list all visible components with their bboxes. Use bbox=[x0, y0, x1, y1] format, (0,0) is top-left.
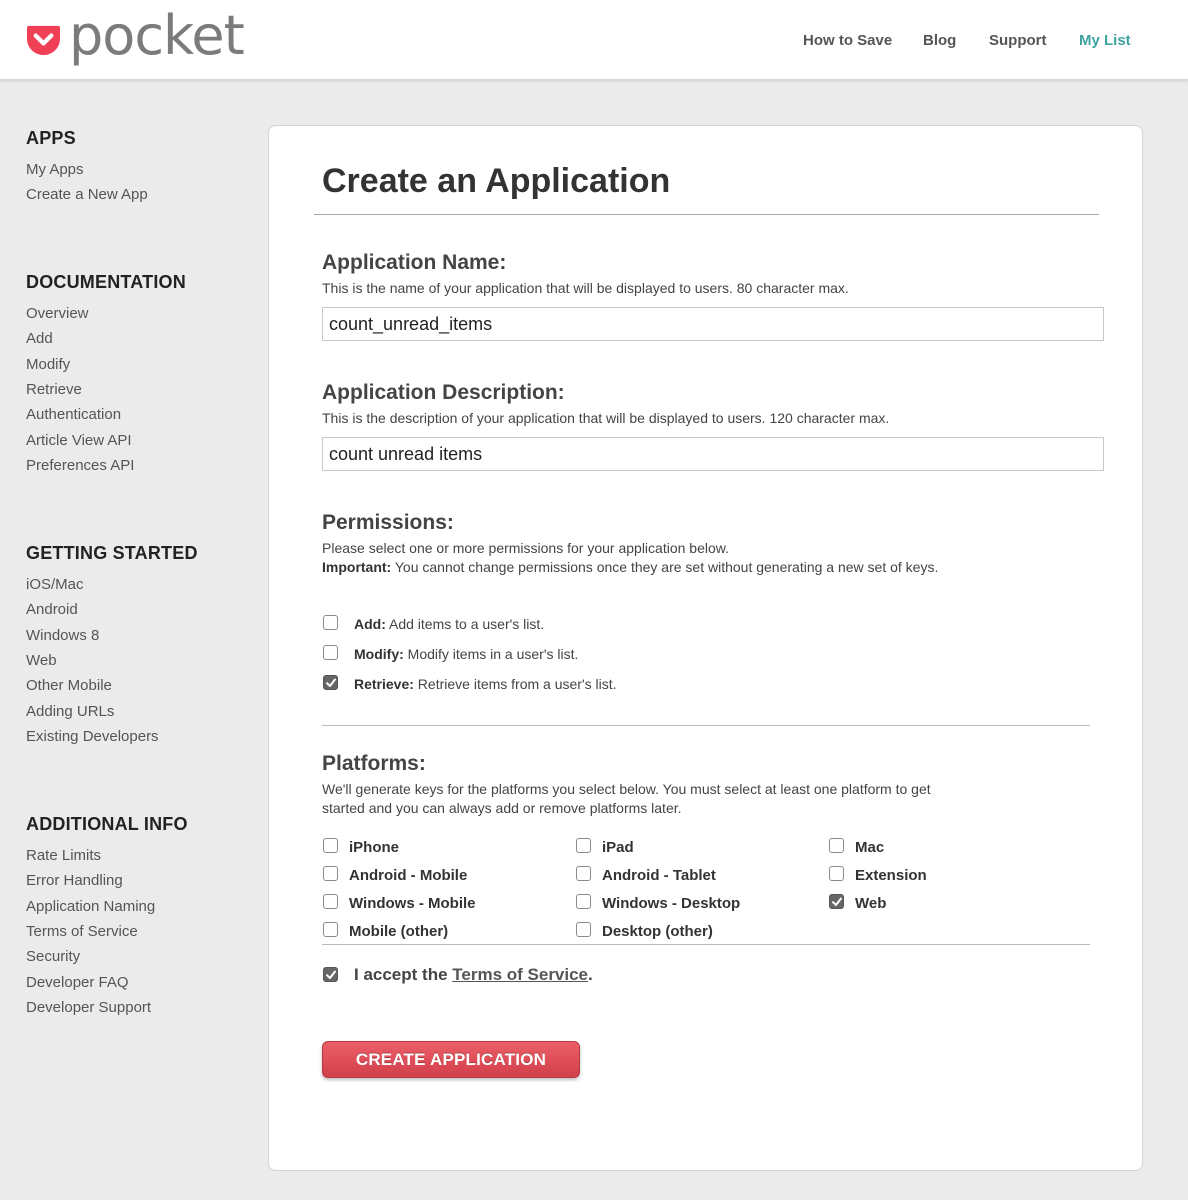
page-title: Create an Application bbox=[322, 162, 671, 200]
checkmark-icon bbox=[831, 896, 843, 908]
platform-desktop-other-checkbox[interactable] bbox=[576, 922, 591, 937]
checkmark-icon bbox=[325, 677, 337, 689]
sidebar-item-preferences-api[interactable]: Preferences API bbox=[26, 457, 135, 474]
sidebar-item-ios-mac[interactable]: iOS/Mac bbox=[26, 576, 84, 593]
pocket-logo[interactable] bbox=[26, 4, 244, 67]
nav-support[interactable]: Support bbox=[989, 32, 1047, 49]
site-header bbox=[0, 0, 1188, 80]
app-description-help: This is the description of your application that will be displayed to users. 120 character max. bbox=[322, 410, 890, 426]
platform-desktop-other-label: Desktop (other) bbox=[602, 923, 713, 940]
sidebar-item-my-apps[interactable]: My Apps bbox=[26, 161, 84, 178]
app-description-heading: Application Description: bbox=[322, 381, 565, 404]
platform-android-tablet-label: Android - Tablet bbox=[602, 867, 716, 884]
sidebar-heading-additional-info: ADDITIONAL INFO bbox=[26, 814, 188, 834]
permission-modify-desc: Modify items in a user's list. bbox=[403, 646, 579, 662]
create-application-button[interactable]: CREATE APPLICATION bbox=[322, 1041, 580, 1078]
terms-label bbox=[354, 965, 593, 985]
terms-of-service-link[interactable]: Terms of Service bbox=[452, 965, 589, 984]
platform-android-tablet-checkbox[interactable] bbox=[576, 866, 591, 881]
platform-extension-checkbox[interactable] bbox=[829, 866, 844, 881]
sidebar-item-retrieve[interactable]: Retrieve bbox=[26, 381, 82, 398]
sidebar-item-overview[interactable]: Overview bbox=[26, 305, 89, 322]
permissions-heading: Permissions: bbox=[322, 511, 454, 534]
title-divider bbox=[314, 214, 1099, 215]
permission-add-label bbox=[354, 616, 544, 632]
permission-add-name: Add: bbox=[354, 616, 386, 632]
sidebar-item-terms-of-service[interactable]: Terms of Service bbox=[26, 923, 138, 940]
permissions-divider bbox=[322, 725, 1090, 726]
platform-android-mobile-label: Android - Mobile bbox=[349, 867, 468, 884]
platform-windows-desktop-checkbox[interactable] bbox=[576, 894, 591, 909]
pocket-icon bbox=[26, 22, 61, 57]
sidebar-item-rate-limits[interactable]: Rate Limits bbox=[26, 847, 102, 864]
platform-windows-mobile-label: Windows - Mobile bbox=[349, 895, 476, 912]
terms-suffix: . bbox=[588, 965, 593, 984]
logo-wordmark: pocket bbox=[69, 4, 244, 67]
accept-terms-checkbox[interactable] bbox=[323, 967, 338, 982]
nav-my-list[interactable]: My List bbox=[1079, 32, 1131, 49]
app-name-heading: Application Name: bbox=[322, 251, 507, 274]
permission-add-checkbox[interactable] bbox=[323, 615, 338, 630]
platform-ipad-label: iPad bbox=[602, 839, 634, 856]
platform-mobile-other-label: Mobile (other) bbox=[349, 923, 449, 940]
platform-web-label: Web bbox=[855, 895, 887, 912]
permission-retrieve-checkbox[interactable] bbox=[323, 675, 338, 690]
platform-web-checkbox[interactable] bbox=[829, 894, 844, 909]
platform-iphone-label: iPhone bbox=[349, 839, 400, 856]
permissions-help-text: Please select one or more permissions for your application below. bbox=[322, 540, 729, 556]
sidebar-item-android[interactable]: Android bbox=[26, 601, 78, 618]
permissions-help bbox=[322, 539, 962, 577]
platform-mobile-other-checkbox[interactable] bbox=[323, 922, 338, 937]
permission-modify-checkbox[interactable] bbox=[323, 645, 338, 660]
permissions-important-label: Important: bbox=[322, 559, 392, 575]
sidebar-item-windows-8[interactable]: Windows 8 bbox=[26, 627, 100, 644]
platform-windows-desktop-label: Windows - Desktop bbox=[602, 895, 741, 912]
sidebar-item-web[interactable]: Web bbox=[26, 652, 57, 669]
checkmark-icon bbox=[325, 969, 337, 981]
permission-retrieve-desc: Retrieve items from a user's list. bbox=[413, 676, 617, 692]
sidebar-item-modify[interactable]: Modify bbox=[26, 356, 71, 373]
platform-ipad-checkbox[interactable] bbox=[576, 838, 591, 853]
sidebar-item-other-mobile[interactable]: Other Mobile bbox=[26, 677, 112, 694]
app-name-input[interactable] bbox=[322, 307, 1104, 341]
sidebar-item-security[interactable]: Security bbox=[26, 948, 81, 965]
sidebar-item-create-new-app[interactable]: Create a New App bbox=[26, 186, 148, 203]
permission-modify-label bbox=[354, 646, 578, 662]
platform-android-mobile-checkbox[interactable] bbox=[323, 866, 338, 881]
platform-windows-mobile-checkbox[interactable] bbox=[323, 894, 338, 909]
platform-iphone-checkbox[interactable] bbox=[323, 838, 338, 853]
sidebar-item-existing-developers[interactable]: Existing Developers bbox=[26, 728, 159, 745]
sidebar-item-developer-faq[interactable]: Developer FAQ bbox=[26, 974, 129, 991]
app-name-help: This is the name of your application that will be displayed to users. 80 character max. bbox=[322, 280, 849, 296]
sidebar-heading-documentation: DOCUMENTATION bbox=[26, 272, 186, 292]
sidebar-item-application-naming[interactable]: Application Naming bbox=[26, 898, 156, 915]
permission-modify-name: Modify: bbox=[354, 646, 404, 662]
app-description-input[interactable] bbox=[322, 437, 1104, 471]
permission-add-desc: Add items to a user's list. bbox=[385, 616, 545, 632]
sidebar-item-add[interactable]: Add bbox=[26, 330, 53, 347]
sidebar-item-developer-support[interactable]: Developer Support bbox=[26, 999, 152, 1016]
platforms-heading: Platforms: bbox=[322, 752, 426, 775]
permission-retrieve-label bbox=[354, 676, 617, 692]
platforms-help: We'll generate keys for the platforms you select below. You must select at least one platform to get started and you can always add or remove platforms later. bbox=[322, 781, 931, 816]
sidebar-item-error-handling[interactable]: Error Handling bbox=[26, 872, 123, 889]
nav-how-to-save[interactable]: How to Save bbox=[803, 32, 893, 49]
platform-mac-label: Mac bbox=[855, 839, 885, 856]
sidebar-heading-apps: APPS bbox=[26, 128, 76, 148]
terms-prefix: I accept the bbox=[354, 965, 453, 984]
permissions-important-text: You cannot change permissions once they are set without generating a new set of keys. bbox=[394, 559, 939, 575]
platform-mac-checkbox[interactable] bbox=[829, 838, 844, 853]
sidebar-item-article-view-api[interactable]: Article View API bbox=[26, 432, 132, 449]
permission-retrieve-name: Retrieve: bbox=[354, 676, 414, 692]
create-app-card bbox=[268, 125, 1143, 1171]
platform-extension-label: Extension bbox=[855, 867, 927, 884]
platforms-divider bbox=[322, 944, 1090, 945]
sidebar-item-authentication[interactable]: Authentication bbox=[26, 406, 122, 423]
sidebar-item-adding-urls[interactable]: Adding URLs bbox=[26, 703, 115, 720]
sidebar-heading-getting-started: GETTING STARTED bbox=[26, 543, 198, 563]
nav-blog[interactable]: Blog bbox=[923, 32, 957, 49]
